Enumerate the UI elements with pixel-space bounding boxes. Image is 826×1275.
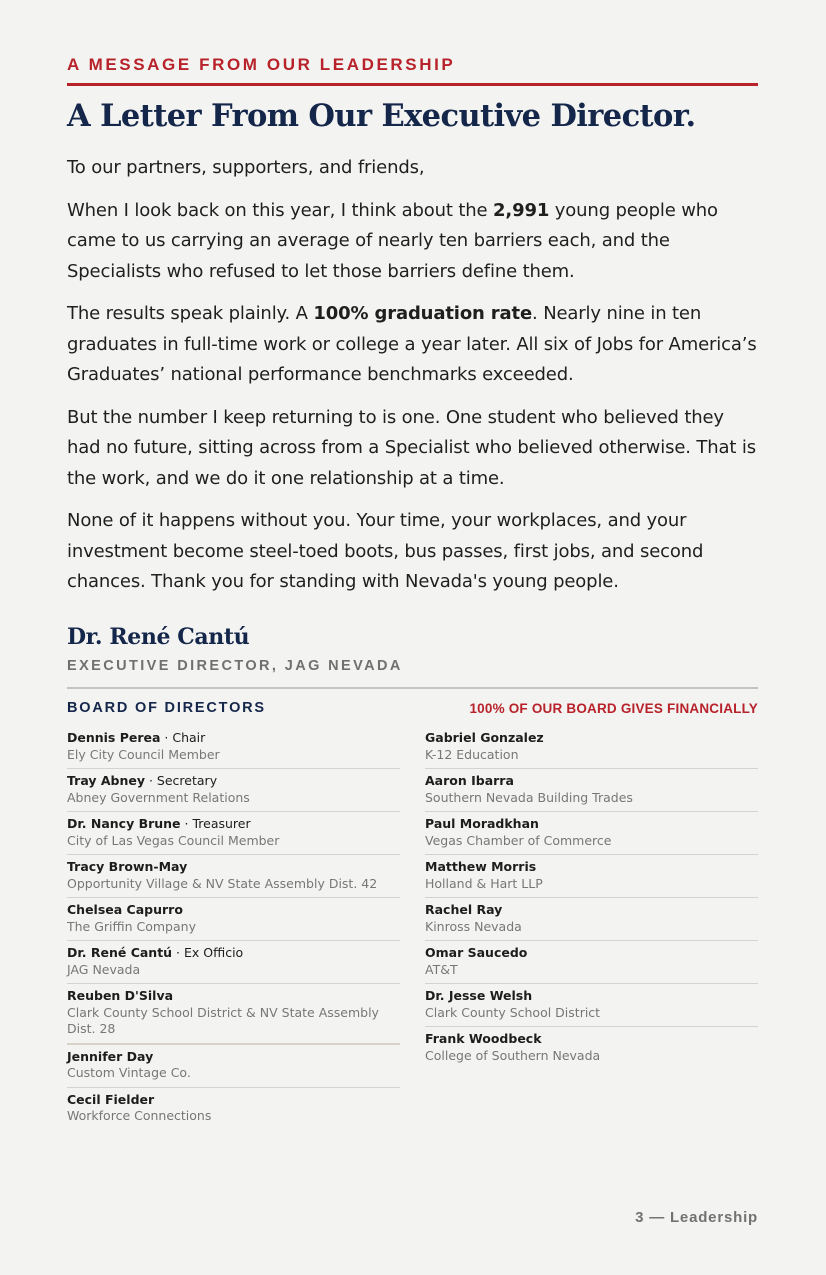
member-name: Aaron Ibarra [425, 773, 514, 788]
board-member [425, 812, 758, 855]
red-divider [67, 83, 758, 86]
member-heading [67, 1092, 400, 1109]
member-affiliation: Abney Government Relations [67, 789, 250, 805]
member-heading [425, 1031, 758, 1048]
board-member [67, 812, 400, 855]
member-name: Jennifer Day [67, 1048, 154, 1064]
page-footer: 3 — Leadership [635, 1209, 758, 1226]
board-member [67, 898, 400, 941]
member-role: · Treasurer [180, 816, 251, 831]
member-name: Omar Saucedo [425, 945, 528, 960]
board-member [67, 769, 400, 812]
member-heading [425, 902, 758, 919]
member-affiliation: Clark County School District & NV State Assembly Dist. 28 [67, 1004, 379, 1036]
member-heading [67, 945, 400, 962]
board-member [67, 1088, 400, 1130]
board-member [67, 941, 400, 984]
board-member [425, 1027, 758, 1069]
member-name: Paul Moradkhan [425, 816, 539, 831]
member-affiliation: JAG Nevada [67, 961, 141, 977]
member-name: Tracy Brown-May [67, 859, 188, 874]
member-name: Dennis Perea [67, 730, 161, 745]
text-run: . Nearly nine in ten graduates in full-time work or college a year later. All six of Jobs for America’s Graduates’ national performance benchmarks exceeded. [67, 303, 757, 385]
member-name: Tray Abney [67, 773, 146, 788]
bold-figure: 100% graduation rate [313, 303, 533, 324]
member-name: Dr. Jesse Welsh [425, 988, 533, 1003]
member-affiliation: Vegas Chamber of Commerce [425, 832, 612, 848]
member-affiliation: Clark County School District [425, 1004, 601, 1020]
member-heading [425, 773, 758, 790]
letter-paragraph-3: But the number I keep returning to is one. One student who believed they had no future, sitting across from a Specialist who believed otherwise. That is the work, and we do it one relationship at a time. [67, 406, 756, 489]
letter-paragraph-4: None of it happens without you. Your time, your workplaces, and your investment become steel-toed boots, bus passes, first jobs, and second chances. Thank you for standing with Nevada's young people. [67, 510, 704, 592]
board-member [425, 855, 758, 898]
member-role: · Secretary [145, 773, 218, 788]
board-member [425, 941, 758, 984]
member-heading [67, 988, 400, 1005]
bold-figure: 2,991 [493, 199, 550, 221]
text-run: The results speak plainly. A [67, 303, 314, 324]
member-heading [67, 902, 400, 919]
letter-paragraph-1 [67, 196, 758, 288]
member-name: Chelsea Capurro [67, 902, 183, 917]
letter-salutation: To our partners, supporters, and friends, [67, 157, 425, 178]
board-member [425, 898, 758, 941]
member-name: Dr. Nancy Brune [67, 816, 181, 831]
member-name: Dr. René Cantú [67, 945, 173, 960]
member-heading [425, 730, 758, 747]
board-title: BOARD OF DIRECTORS [67, 700, 266, 716]
member-heading [67, 859, 400, 876]
member-heading [425, 859, 758, 876]
member-heading [67, 816, 400, 833]
member-affiliation: Workforce Connections [67, 1108, 212, 1123]
page-title: A Letter From Our Executive Director. [67, 98, 696, 134]
member-affiliation: The Griffin Company [67, 918, 196, 934]
member-affiliation: Holland & Hart LLP [425, 875, 543, 891]
member-name: Frank Woodbeck [425, 1031, 542, 1046]
member-name: Cecil Fielder [67, 1091, 155, 1107]
letter-paragraph-2 [67, 299, 758, 391]
signature-role: EXECUTIVE DIRECTOR, JAG NEVADA [67, 658, 403, 674]
member-heading [67, 730, 400, 747]
gray-divider [67, 687, 758, 689]
member-heading [67, 773, 400, 790]
member-affiliation: K-12 Education [425, 746, 519, 762]
member-affiliation: College of Southern Nevada [425, 1047, 601, 1063]
member-affiliation: Ely City Council Member [67, 746, 220, 762]
board-member [425, 726, 758, 769]
letter-body [67, 153, 758, 610]
member-affiliation: Southern Nevada Building Trades [425, 789, 633, 805]
member-heading [425, 816, 758, 833]
member-name: Gabriel Gonzalez [425, 730, 544, 745]
member-affiliation: Custom Vintage Co. [67, 1065, 191, 1080]
member-name: Rachel Ray [425, 902, 503, 917]
board-column-left [67, 726, 400, 1130]
section-label: A MESSAGE FROM OUR LEADERSHIP [67, 55, 456, 74]
text-run: young people who came to us carrying an average of nearly ten barriers each, and the Specialists who refused to let those barriers define them. [67, 199, 718, 282]
board-member [67, 726, 400, 769]
member-heading [425, 988, 758, 1005]
text-run: When I look back on this year, I think about the [67, 199, 494, 221]
member-heading [425, 945, 758, 962]
member-role: · Ex Officio [172, 945, 244, 960]
board-member [67, 1045, 400, 1088]
member-role: · Chair [160, 730, 206, 745]
board-member [425, 769, 758, 812]
board-member [67, 984, 400, 1045]
board-giving-note: 100% OF OUR BOARD GIVES FINANCIALLY [469, 701, 758, 716]
member-affiliation: Opportunity Village & NV State Assembly Dist. 42 [67, 875, 378, 891]
member-name: Reuben D'Silva [67, 988, 174, 1003]
board-member [425, 984, 758, 1027]
board-member [67, 855, 400, 898]
member-heading [67, 1049, 400, 1066]
member-affiliation: City of Las Vegas Council Member [67, 832, 280, 848]
member-affiliation: AT&T [425, 961, 458, 977]
member-name: Matthew Morris [425, 859, 537, 874]
member-affiliation: Kinross Nevada [425, 918, 522, 934]
board-column-right [425, 726, 758, 1069]
signature-name: Dr. René Cantú [67, 624, 250, 650]
